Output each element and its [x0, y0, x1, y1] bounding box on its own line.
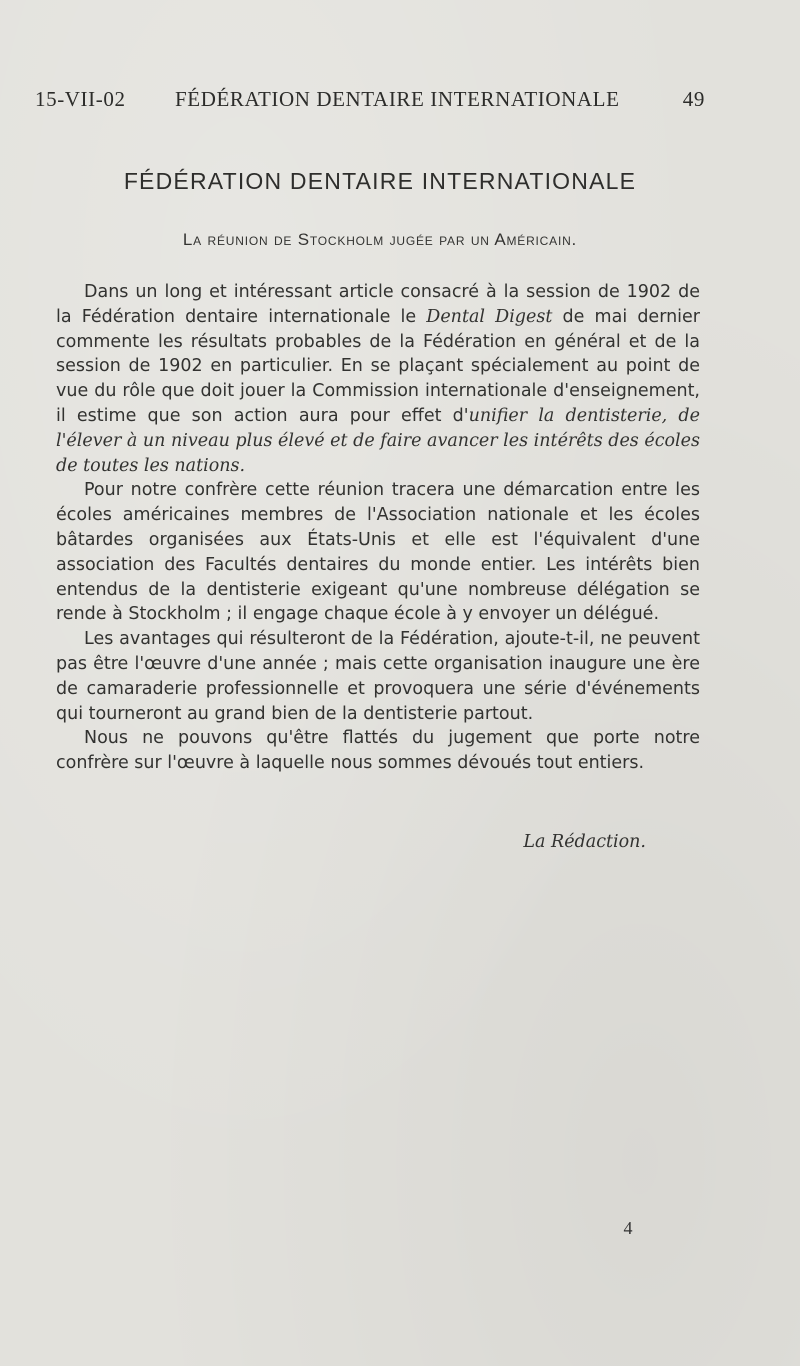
running-head-title: FÉDÉRATION DENTAIRE INTERNATIONALE: [175, 87, 620, 111]
article-body: [56, 280, 700, 776]
paragraph-4: Nous ne pouvons qu'être flattés du jugement que porte notre confrère sur l'œuvre à laquelle nous sommes dévoués tout entiers.: [56, 728, 700, 774]
paragraph-2: Pour notre confrère cette réunion tracera une démarcation entre les écoles américaines membres de l'Association nationale et les écoles bâtardes organisées aux États-Unis et elle est l'équivalent d'une association des Facultés dentaires du monde entier. Les intérêts bien entendus de la dentisterie exigeant qu'une nombreuse délégation se rende à Stockholm ; il engage chaque école à y envoyer un délégué.: [56, 480, 700, 625]
running-head-date: 15-VII-02: [35, 87, 126, 111]
paragraph-3: Les avantages qui résulteront de la Fédération, ajoute-t-il, ne peuvent pas être l'œuvre d'une année ; mais cette organisation inaugure une ère de camaraderie professionnelle et provoquera une série d'événements qui tourneront au grand bien de la dentisterie partout.: [56, 629, 700, 724]
article-subtitle: La réunion de Stockholm jugée par un Américain.: [182, 230, 578, 249]
running-head: [35, 87, 705, 113]
journal-name: Dental Digest: [426, 306, 553, 327]
article-title: FÉDÉRATION DENTAIRE INTERNATIONALE: [123, 168, 637, 194]
signature-mark: 4: [623, 1218, 633, 1238]
page-number: 49: [682, 87, 705, 111]
paragraph-1-quote: unifier la dentisterie, de l'élever à un niveau plus élevé et de faire avancer les intérêts des écoles de toutes les nations.: [56, 405, 700, 476]
paragraph-1-text-middle: de mai dernier commente les résultats probables de la Fédération en général et de la session de 1902 en particulier. En se plaçant spécialement au point de vue du rôle que doit jouer la Commission internationale d'enseignement, il estime que son action aura pour effet d': [56, 306, 701, 426]
paragraph-1: [56, 280, 700, 478]
signature: La Rédaction.: [523, 832, 646, 852]
paragraph-1-text-start: Dans un long et intéressant article consacré à la session de 1902 de la Fédération dentaire internationale le: [56, 282, 700, 327]
